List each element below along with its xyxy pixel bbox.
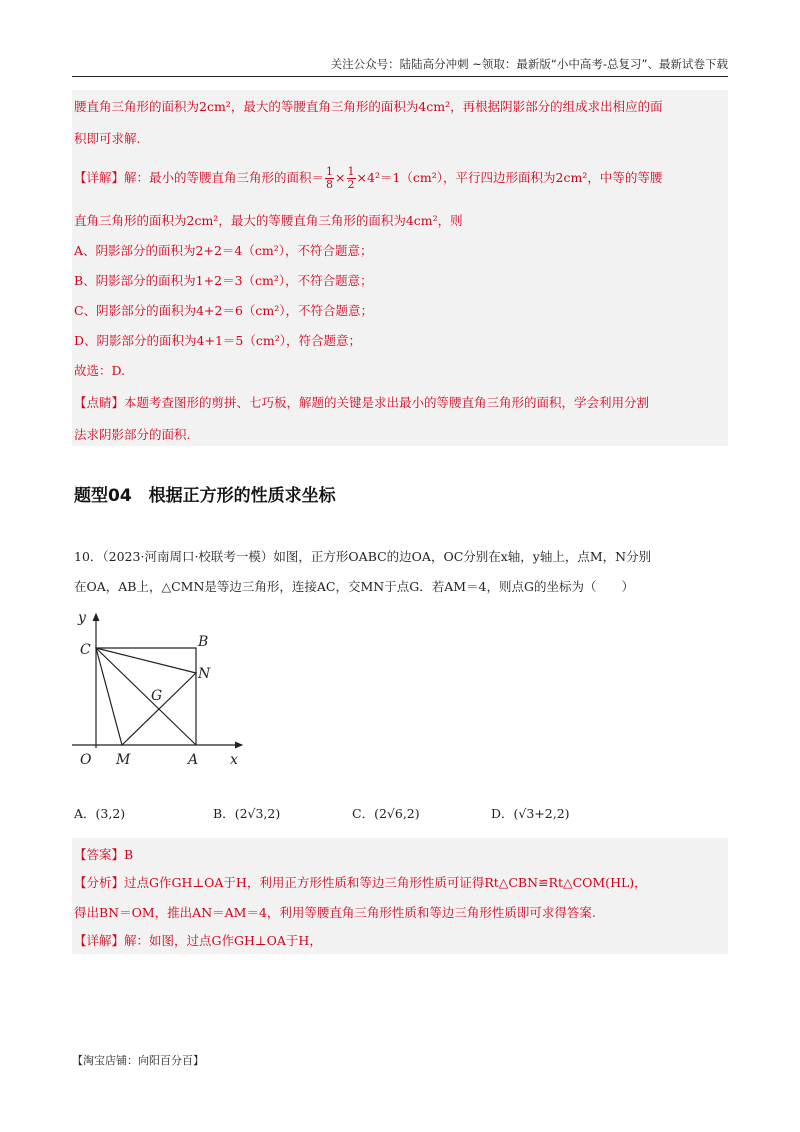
analysis-line-2: 得出BN＝OM，推出AN＝AM＝4，利用等腰直角三角形性质和等边三角形性质即可求得答案. bbox=[74, 905, 596, 920]
option-c-analysis: C、阴影部分的面积为4+2＝6（cm²），不符合题意； bbox=[74, 303, 374, 318]
label-o: O bbox=[80, 752, 92, 768]
option-a-analysis: A、阴影部分的面积为2+2＝4（cm²），不符合题意； bbox=[74, 243, 373, 258]
answer-line: 【答案】B bbox=[74, 847, 134, 862]
choice-a[interactable]: A．(3,2) bbox=[74, 806, 126, 821]
label-m: M bbox=[116, 752, 131, 768]
label-a: A bbox=[188, 752, 199, 768]
label-y: y bbox=[78, 610, 86, 626]
comment-line-1: 【点睛】本题考查图形的剪拼、七巧板，解题的关键是求出最小的等腰直角三角形的面积，学会利用分割 bbox=[74, 395, 650, 410]
conclusion: 故选：D. bbox=[74, 363, 126, 378]
detail-pre: 解：最小的等腰直角三角形的面积＝ bbox=[124, 170, 325, 185]
previous-solution-block bbox=[72, 90, 728, 446]
fraction-one-half: $\frac{1}{2}$ bbox=[347, 165, 355, 191]
choice-c[interactable]: C．(2√6,2) bbox=[352, 806, 420, 821]
page-header: 关注公众号：陆陆高分冲刺 ~领取：最新版“小中高考-总复习”、最新试卷下载 bbox=[72, 56, 728, 77]
section-title: 题型04 根据正方形的性质求坐标 bbox=[74, 486, 336, 506]
answer-detail-line: 【详解】解：如图，过点G作GH⊥OA于H， bbox=[74, 933, 322, 948]
question-line-2: 在OA，AB上，△CMN是等边三角形，连接AC，交MN于点G．若AM＝4，则点G的坐标为（ ） bbox=[74, 579, 634, 594]
question-line-1: 10．（2023·河南周口·校联考一模）如图，正方形OABC的边OA，OC分别在x轴，y轴上，点M，N分别 bbox=[74, 549, 652, 564]
fraction-one-eighth: $\frac{1}{8}$ bbox=[326, 165, 334, 191]
solution-line-4: 直角三角形的面积为2cm²，最大的等腰直角三角形的面积为4cm²，则 bbox=[74, 213, 463, 228]
label-g: G bbox=[151, 688, 163, 704]
label-c: C bbox=[80, 642, 91, 658]
detail-post: ×4²＝1（cm²），平行四边形面积为2cm²，中等的等腰 bbox=[356, 170, 663, 185]
geometry-figure bbox=[72, 608, 252, 773]
solution-detail-line bbox=[74, 166, 662, 191]
label-b: B bbox=[198, 634, 209, 650]
solution-line-1: 腰直角三角形的面积为2cm²，最大的等腰直角三角形的面积为4cm²，再根据阴影部分的组成求出相应的面 bbox=[74, 99, 663, 114]
option-d-analysis: D、阴影部分的面积为4+1＝5（cm²），符合题意； bbox=[74, 333, 361, 348]
times-sign: × bbox=[335, 170, 346, 185]
choice-b[interactable]: B．(2√3,2) bbox=[213, 806, 281, 821]
choice-d[interactable]: D．(√3+2,2) bbox=[491, 806, 570, 821]
detail-label: 【详解】 bbox=[74, 170, 125, 185]
comment-line-2: 法求阴影部分的面积. bbox=[74, 427, 191, 442]
page-footer: 【淘宝店铺：向阳百分百】 bbox=[72, 1054, 204, 1067]
diagonal-ac bbox=[96, 648, 196, 745]
option-b-analysis: B、阴影部分的面积为1+2＝3（cm²），不符合题意； bbox=[74, 273, 373, 288]
label-x: x bbox=[230, 752, 238, 768]
analysis-line-1: 【分析】过点G作GH⊥OA于H，利用正方形性质和等边三角形性质可证得Rt△CBN≌Rt△COM(HL)， bbox=[74, 875, 647, 890]
solution-line-2: 积即可求解. bbox=[74, 131, 141, 146]
label-n: N bbox=[198, 666, 211, 682]
